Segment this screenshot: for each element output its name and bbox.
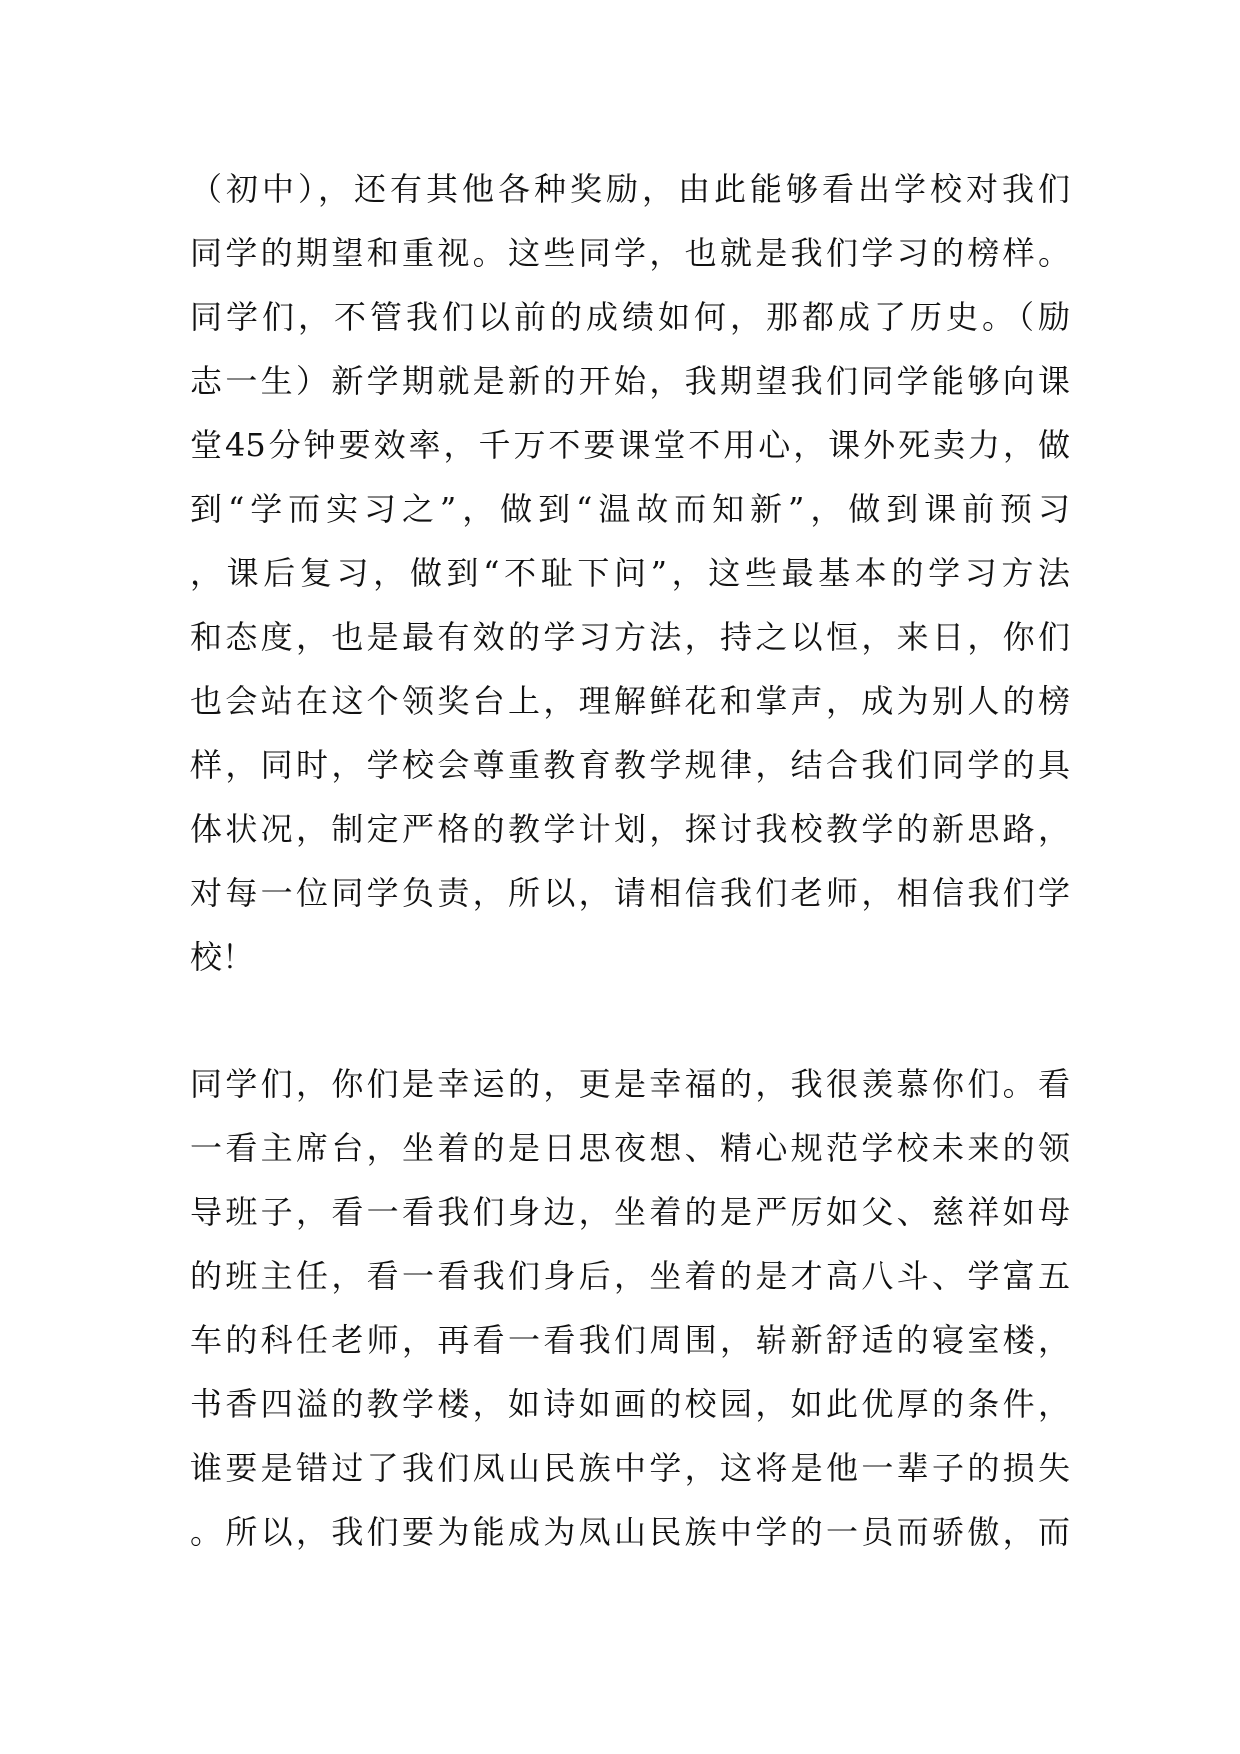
text-line: 一看主席台，坐着的是日思夜想、精心规范学校未来的领 xyxy=(190,1129,1070,1167)
paragraph-2 xyxy=(190,1052,1070,1564)
text-line: 同学的期望和重视。这些同学，也就是我们学习的榜样。 xyxy=(190,234,1070,272)
text-line: 到“学而实习之”，做到“温故而知新”，做到课前预习 xyxy=(190,490,1070,528)
text-line: 的班主任，看一看我们身后，坐着的是才高八斗、学富五 xyxy=(190,1257,1070,1295)
text-line: 对每一位同学负责，所以，请相信我们老师，相信我们学 xyxy=(190,874,1070,912)
text-line: 志一生）新学期就是新的开始，我期望我们同学能够向课 xyxy=(190,362,1070,400)
text-line: 校！ xyxy=(190,938,255,976)
text-line: 车的科任老师，再看一看我们周围，崭新舒适的寝室楼， xyxy=(190,1321,1070,1359)
text-line: 书香四溢的教学楼，如诗如画的校园，如此优厚的条件， xyxy=(190,1385,1070,1423)
text-line: ，课后复习，做到“不耻下问”，这些最基本的学习方法 xyxy=(190,554,1070,592)
text-line: 样，同时，学校会尊重教育教学规律，结合我们同学的具 xyxy=(190,746,1070,784)
text-line: 也会站在这个领奖台上，理解鲜花和掌声，成为别人的榜 xyxy=(190,682,1070,720)
text-line: （初中），还有其他各种奖励，由此能够看出学校对我们 xyxy=(190,170,1070,208)
paragraph-1 xyxy=(190,157,1070,989)
text-line: 堂45分钟要效率，千万不要课堂不用心，课外死卖力，做 xyxy=(190,426,1070,464)
text-line: 谁要是错过了我们凤山民族中学，这将是他一辈子的损失 xyxy=(190,1449,1070,1487)
text-line: 同学们，不管我们以前的成绩如何，那都成了历史。（励 xyxy=(190,298,1070,336)
text-line: 。所以，我们要为能成为凤山民族中学的一员而骄傲，而 xyxy=(190,1513,1070,1551)
text-line: 导班子，看一看我们身边，坐着的是严厉如父、慈祥如母 xyxy=(190,1193,1070,1231)
text-line: 和态度，也是最有效的学习方法，持之以恒，来日，你们 xyxy=(190,618,1070,656)
text-line: 同学们，你们是幸运的，更是幸福的，我很羡慕你们。看 xyxy=(190,1065,1070,1103)
text-line: 体状况，制定严格的教学计划，探讨我校教学的新思路， xyxy=(190,810,1070,848)
